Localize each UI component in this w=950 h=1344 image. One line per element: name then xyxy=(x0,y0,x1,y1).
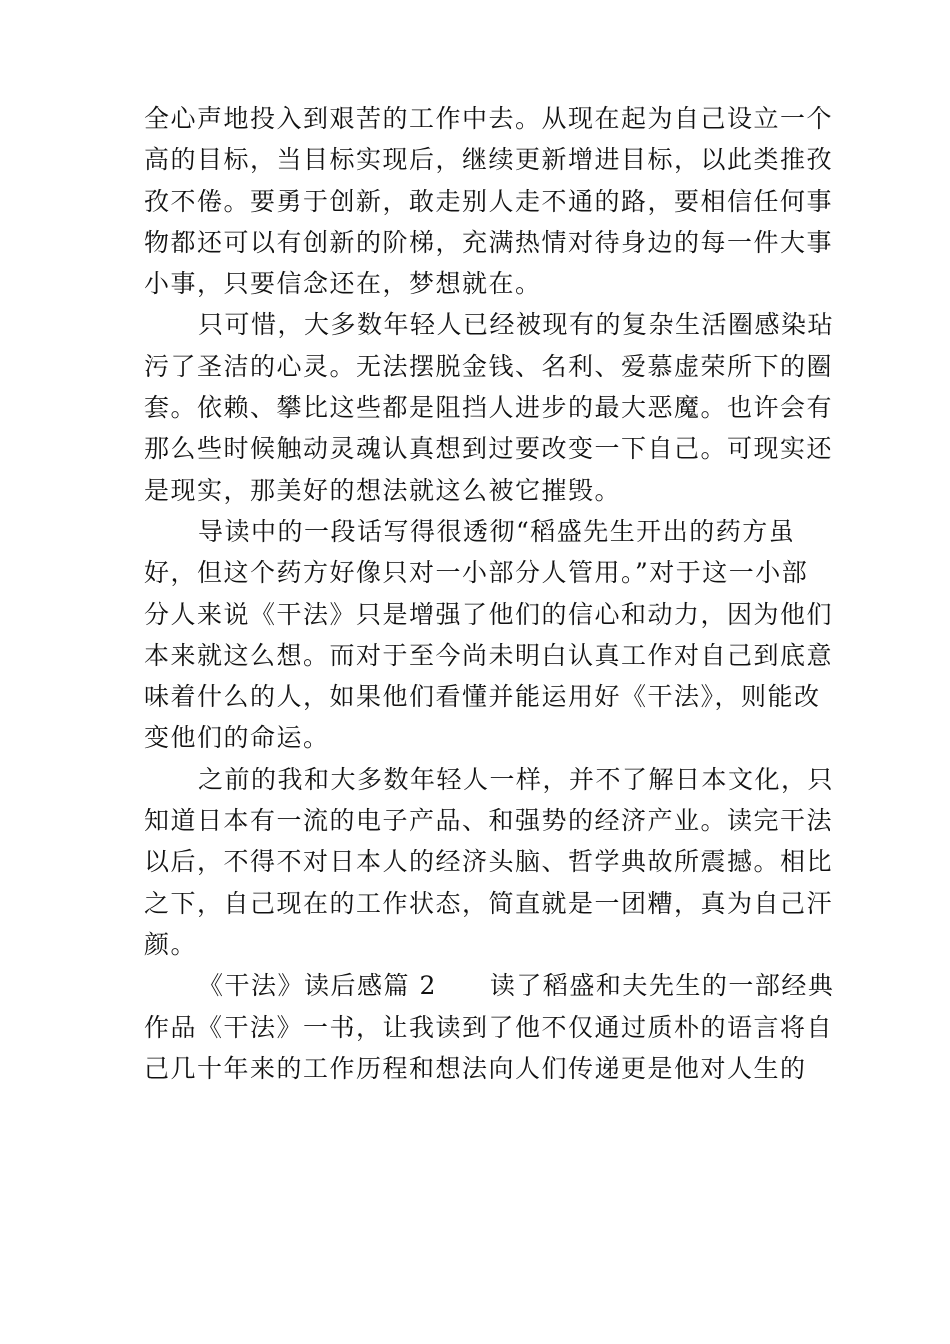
text-line: 变他们的命运。 xyxy=(144,723,330,753)
text-line: 以后，不得不对日本人的经济头脑、哲学典故所震撼。相比 xyxy=(144,847,834,877)
paragraph xyxy=(144,511,834,759)
text-line: 导读中的一段话写得很透彻“稻盛先生开出的药方虽 xyxy=(198,516,796,546)
text-line: 之下，自己现在的工作状态，简直就是一团糟，真为自己汗 xyxy=(144,888,834,918)
text-line: 味着什么的人，如果他们看懂并能运用好《干法》，则能改 xyxy=(144,682,821,712)
text-line: 污了圣洁的心灵。无法摆脱金钱、名利、爱慕虚荣所下的圈 xyxy=(144,351,834,381)
text-line: 那么些时候触动灵魂认真想到过要改变一下自己。可现实还 xyxy=(144,434,834,464)
paragraph xyxy=(144,965,835,1089)
text-line: 《干法》读后感篇 2 读了稻盛和夫先生的一部经典 xyxy=(198,971,835,1001)
text-line: 只可惜，大多数年轻人已经被现有的复杂生活圈感染玷 xyxy=(198,310,835,340)
text-line: 知道日本有一流的电子产品、和强势的经济产业。读完干法 xyxy=(144,806,834,836)
paragraph xyxy=(144,304,835,510)
paragraph xyxy=(144,98,834,304)
text-line: 颜。 xyxy=(144,929,198,959)
text-line: 套。依赖、攀比这些都是阻挡人进步的最大恶魔。也许会有 xyxy=(144,393,834,423)
text-line: 作品《干法》一书，让我读到了他不仅通过质朴的语言将自 xyxy=(144,1012,834,1042)
text-line: 高的目标，当目标实现后，继续更新增进目标，以此类推孜 xyxy=(144,145,834,175)
text-line: 好，但这个药方好像只对一小部分人管用。”对于这一小部 xyxy=(144,558,809,588)
text-line: 是现实，那美好的想法就这么被它摧毁。 xyxy=(144,475,622,505)
text-line: 本来就这么想。而对于至今尚未明白认真工作对自己到底意 xyxy=(144,640,834,670)
text-line: 分人来说《干法》只是增强了他们的信心和动力，因为他们 xyxy=(144,599,834,629)
text-line: 小事，只要信念还在，梦想就在。 xyxy=(144,269,542,299)
text-line: 孜不倦。要勇于创新，敢走别人走不通的路，要相信任何事 xyxy=(144,186,834,216)
text-line: 物都还可以有创新的阶梯，充满热情对待身边的每一件大事 xyxy=(144,227,834,257)
text-line: 之前的我和大多数年轻人一样，并不了解日本文化，只 xyxy=(198,764,835,794)
text-line: 己几十年来的工作历程和想法向人们传递更是他对人生的 xyxy=(144,1053,807,1083)
paragraph xyxy=(144,759,835,965)
text-line: 全心声地投入到艰苦的工作中去。从现在起为自己设立一个 xyxy=(144,104,834,133)
body-text xyxy=(144,98,835,1089)
